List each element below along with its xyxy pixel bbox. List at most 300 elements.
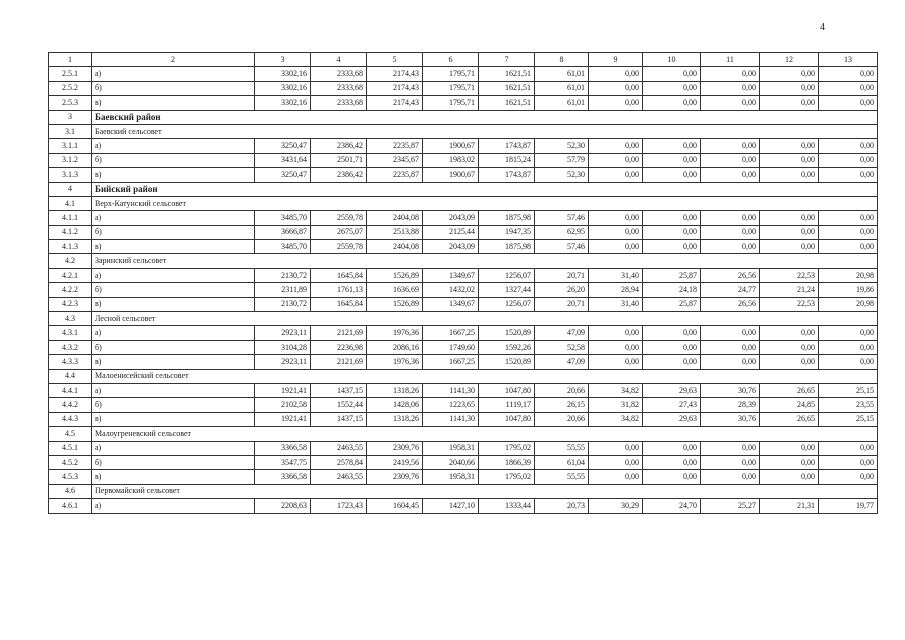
value-cell: 1047,80 xyxy=(479,412,535,426)
value-cell: 0,00 xyxy=(643,225,701,239)
value-cell: 0,00 xyxy=(819,225,878,239)
value-cell: 1349,67 xyxy=(423,297,479,311)
value-cell: 0,00 xyxy=(701,470,760,484)
value-cell: 23,55 xyxy=(819,398,878,412)
value-cell: 1875,98 xyxy=(479,240,535,254)
value-cell: 1875,98 xyxy=(479,211,535,225)
value-cell: 1119,17 xyxy=(479,398,535,412)
value-cell: 29,63 xyxy=(643,412,701,426)
value-cell: 2333,68 xyxy=(311,67,367,81)
value-cell: 28,39 xyxy=(701,398,760,412)
value-cell: 0,00 xyxy=(701,455,760,469)
value-cell: 47,09 xyxy=(535,355,589,369)
value-cell: 0,00 xyxy=(643,139,701,153)
value-cell: 1141,30 xyxy=(423,383,479,397)
value-cell: 1636,69 xyxy=(367,283,423,297)
value-cell: 25,15 xyxy=(819,412,878,426)
value-cell: 26,20 xyxy=(535,283,589,297)
row-variant: в) xyxy=(92,412,255,426)
value-cell: 1333,44 xyxy=(479,499,535,513)
value-cell: 2923,11 xyxy=(255,326,311,340)
table-row xyxy=(49,225,878,239)
value-cell: 0,00 xyxy=(701,168,760,182)
value-cell: 2404,08 xyxy=(367,240,423,254)
row-code: 2.5.3 xyxy=(49,96,92,110)
value-cell: 1432,02 xyxy=(423,283,479,297)
value-cell: 0,00 xyxy=(819,67,878,81)
row-variant: а) xyxy=(92,383,255,397)
value-cell: 3366,58 xyxy=(255,470,311,484)
value-cell: 1621,51 xyxy=(479,81,535,95)
value-cell: 0,00 xyxy=(643,326,701,340)
value-cell: 20,73 xyxy=(535,499,589,513)
row-variant: в) xyxy=(92,297,255,311)
table-body xyxy=(49,53,878,514)
value-cell: 0,00 xyxy=(589,240,643,254)
value-cell: 2463,55 xyxy=(311,441,367,455)
value-cell: 31,40 xyxy=(589,268,643,282)
value-cell: 26,65 xyxy=(760,412,819,426)
column-header: 7 xyxy=(479,53,535,67)
table-header-row xyxy=(49,53,878,67)
row-code: 3.1.3 xyxy=(49,168,92,182)
section-code: 4.6 xyxy=(49,484,92,498)
table-row xyxy=(49,211,878,225)
district-title: Бийский район xyxy=(92,182,878,196)
column-header: 11 xyxy=(701,53,760,67)
column-header: 8 xyxy=(535,53,589,67)
value-cell: 1256,07 xyxy=(479,297,535,311)
value-cell: 0,00 xyxy=(760,211,819,225)
value-cell: 0,00 xyxy=(589,81,643,95)
row-variant: б) xyxy=(92,340,255,354)
value-cell: 1256,07 xyxy=(479,268,535,282)
value-cell: 0,00 xyxy=(819,168,878,182)
value-cell: 0,00 xyxy=(643,81,701,95)
value-cell: 0,00 xyxy=(760,340,819,354)
section-row xyxy=(49,182,878,196)
row-code: 2.5.1 xyxy=(49,67,92,81)
column-header: 13 xyxy=(819,53,878,67)
value-cell: 1976,36 xyxy=(367,355,423,369)
value-cell: 0,00 xyxy=(760,96,819,110)
value-cell: 0,00 xyxy=(701,441,760,455)
value-cell: 0,00 xyxy=(701,153,760,167)
council-title: Лесной сельсовет xyxy=(92,312,878,326)
value-cell: 1795,02 xyxy=(479,441,535,455)
value-cell: 20,98 xyxy=(819,268,878,282)
row-code: 4.5.2 xyxy=(49,455,92,469)
row-variant: а) xyxy=(92,268,255,282)
row-variant: в) xyxy=(92,470,255,484)
value-cell: 2235,87 xyxy=(367,168,423,182)
value-cell: 52,30 xyxy=(535,168,589,182)
table-row xyxy=(49,441,878,455)
row-variant: в) xyxy=(92,355,255,369)
value-cell: 1428,06 xyxy=(367,398,423,412)
value-cell: 3302,16 xyxy=(255,67,311,81)
value-cell: 1327,44 xyxy=(479,283,535,297)
row-variant: б) xyxy=(92,398,255,412)
value-cell: 61,01 xyxy=(535,96,589,110)
value-cell: 0,00 xyxy=(589,326,643,340)
tariff-table xyxy=(48,52,878,514)
row-code: 4.1.2 xyxy=(49,225,92,239)
value-cell: 1645,84 xyxy=(311,268,367,282)
value-cell: 0,00 xyxy=(701,139,760,153)
value-cell: 3666,87 xyxy=(255,225,311,239)
value-cell: 0,00 xyxy=(643,470,701,484)
value-cell: 30,76 xyxy=(701,412,760,426)
value-cell: 2309,76 xyxy=(367,470,423,484)
value-cell: 0,00 xyxy=(760,67,819,81)
value-cell: 2130,72 xyxy=(255,297,311,311)
value-cell: 1318,26 xyxy=(367,412,423,426)
value-cell: 1318,26 xyxy=(367,383,423,397)
row-code: 4.4.3 xyxy=(49,412,92,426)
table-row xyxy=(49,153,878,167)
table-row xyxy=(49,81,878,95)
row-code: 3.1.1 xyxy=(49,139,92,153)
table-row xyxy=(49,412,878,426)
value-cell: 0,00 xyxy=(760,240,819,254)
value-cell: 1621,51 xyxy=(479,67,535,81)
value-cell: 61,01 xyxy=(535,67,589,81)
value-cell: 34,82 xyxy=(589,383,643,397)
value-cell: 57,46 xyxy=(535,240,589,254)
value-cell: 1645,84 xyxy=(311,297,367,311)
value-cell: 24,70 xyxy=(643,499,701,513)
table-row xyxy=(49,96,878,110)
row-code: 4.1.1 xyxy=(49,211,92,225)
value-cell: 3431,64 xyxy=(255,153,311,167)
value-cell: 0,00 xyxy=(643,153,701,167)
table-row xyxy=(49,283,878,297)
row-code: 4.2.2 xyxy=(49,283,92,297)
value-cell: 3547,75 xyxy=(255,455,311,469)
value-cell: 2333,68 xyxy=(311,81,367,95)
value-cell: 1520,89 xyxy=(479,326,535,340)
value-cell: 0,00 xyxy=(760,470,819,484)
value-cell: 3250,47 xyxy=(255,139,311,153)
table-row xyxy=(49,67,878,81)
value-cell: 2043,09 xyxy=(423,240,479,254)
value-cell: 1526,89 xyxy=(367,268,423,282)
row-code: 3.1.2 xyxy=(49,153,92,167)
value-cell: 2386,42 xyxy=(311,168,367,182)
value-cell: 0,00 xyxy=(701,211,760,225)
value-cell: 1947,35 xyxy=(479,225,535,239)
value-cell: 0,00 xyxy=(643,340,701,354)
section-row xyxy=(49,484,878,498)
value-cell: 20,66 xyxy=(535,412,589,426)
row-code: 4.3.1 xyxy=(49,326,92,340)
value-cell: 20,71 xyxy=(535,268,589,282)
value-cell: 0,00 xyxy=(760,81,819,95)
column-header: 10 xyxy=(643,53,701,67)
row-code: 4.2.3 xyxy=(49,297,92,311)
value-cell: 31,82 xyxy=(589,398,643,412)
value-cell: 0,00 xyxy=(760,153,819,167)
row-variant: б) xyxy=(92,225,255,239)
value-cell: 61,04 xyxy=(535,455,589,469)
value-cell: 1921,41 xyxy=(255,383,311,397)
value-cell: 2559,78 xyxy=(311,211,367,225)
value-cell: 2043,09 xyxy=(423,211,479,225)
value-cell: 3366,58 xyxy=(255,441,311,455)
value-cell: 24,85 xyxy=(760,398,819,412)
value-cell: 1667,25 xyxy=(423,326,479,340)
value-cell: 0,00 xyxy=(589,340,643,354)
value-cell: 2501,71 xyxy=(311,153,367,167)
value-cell: 25,15 xyxy=(819,383,878,397)
value-cell: 26,56 xyxy=(701,297,760,311)
value-cell: 0,00 xyxy=(819,326,878,340)
section-row xyxy=(49,254,878,268)
section-row xyxy=(49,196,878,210)
value-cell: 0,00 xyxy=(701,81,760,95)
value-cell: 0,00 xyxy=(760,225,819,239)
value-cell: 3485,70 xyxy=(255,211,311,225)
value-cell: 0,00 xyxy=(701,340,760,354)
value-cell: 0,00 xyxy=(589,96,643,110)
value-cell: 1958,31 xyxy=(423,470,479,484)
value-cell: 2311,89 xyxy=(255,283,311,297)
column-header: 6 xyxy=(423,53,479,67)
value-cell: 1349,67 xyxy=(423,268,479,282)
table-row xyxy=(49,240,878,254)
value-cell: 1900,67 xyxy=(423,139,479,153)
section-code: 4.4 xyxy=(49,369,92,383)
value-cell: 0,00 xyxy=(643,355,701,369)
value-cell: 1141,30 xyxy=(423,412,479,426)
value-cell: 2333,68 xyxy=(311,96,367,110)
council-title: Верх-Катунский сельсовет xyxy=(92,196,878,210)
row-code: 4.2.1 xyxy=(49,268,92,282)
value-cell: 2675,07 xyxy=(311,225,367,239)
value-cell: 1795,71 xyxy=(423,96,479,110)
value-cell: 24,18 xyxy=(643,283,701,297)
row-variant: б) xyxy=(92,283,255,297)
value-cell: 0,00 xyxy=(819,81,878,95)
section-code: 4 xyxy=(49,182,92,196)
value-cell: 2130,72 xyxy=(255,268,311,282)
value-cell: 1552,44 xyxy=(311,398,367,412)
value-cell: 25,87 xyxy=(643,297,701,311)
value-cell: 0,00 xyxy=(819,153,878,167)
value-cell: 20,66 xyxy=(535,383,589,397)
row-code: 4.4.1 xyxy=(49,383,92,397)
value-cell: 0,00 xyxy=(760,441,819,455)
value-cell: 1723,43 xyxy=(311,499,367,513)
value-cell: 52,58 xyxy=(535,340,589,354)
value-cell: 1604,45 xyxy=(367,499,423,513)
value-cell: 0,00 xyxy=(760,326,819,340)
value-cell: 0,00 xyxy=(589,139,643,153)
value-cell: 0,00 xyxy=(760,139,819,153)
value-cell: 2419,56 xyxy=(367,455,423,469)
row-variant: в) xyxy=(92,168,255,182)
value-cell: 0,00 xyxy=(701,96,760,110)
value-cell: 3302,16 xyxy=(255,81,311,95)
value-cell: 29,63 xyxy=(643,383,701,397)
row-code: 4.6.1 xyxy=(49,499,92,513)
value-cell: 0,00 xyxy=(589,441,643,455)
value-cell: 61,01 xyxy=(535,81,589,95)
value-cell: 0,00 xyxy=(819,441,878,455)
council-title: Первомайский сельсовет xyxy=(92,484,878,498)
row-code: 4.3.2 xyxy=(49,340,92,354)
table-row xyxy=(49,499,878,513)
value-cell: 0,00 xyxy=(589,225,643,239)
value-cell: 3485,70 xyxy=(255,240,311,254)
column-header: 3 xyxy=(255,53,311,67)
value-cell: 1795,71 xyxy=(423,67,479,81)
value-cell: 2121,69 xyxy=(311,355,367,369)
row-variant: а) xyxy=(92,326,255,340)
value-cell: 2559,78 xyxy=(311,240,367,254)
section-code: 4.1 xyxy=(49,196,92,210)
value-cell: 0,00 xyxy=(643,211,701,225)
value-cell: 26,15 xyxy=(535,398,589,412)
value-cell: 1749,60 xyxy=(423,340,479,354)
value-cell: 0,00 xyxy=(589,153,643,167)
section-code: 3 xyxy=(49,110,92,124)
value-cell: 1520,89 xyxy=(479,355,535,369)
column-header: 1 xyxy=(49,53,92,67)
value-cell: 26,56 xyxy=(701,268,760,282)
column-header: 4 xyxy=(311,53,367,67)
section-row xyxy=(49,110,878,124)
value-cell: 22,53 xyxy=(760,297,819,311)
value-cell: 1815,24 xyxy=(479,153,535,167)
value-cell: 0,00 xyxy=(589,211,643,225)
value-cell: 0,00 xyxy=(701,67,760,81)
value-cell: 1437,15 xyxy=(311,383,367,397)
section-code: 3.1 xyxy=(49,124,92,138)
value-cell: 2208,63 xyxy=(255,499,311,513)
value-cell: 1427,10 xyxy=(423,499,479,513)
value-cell: 25,27 xyxy=(701,499,760,513)
value-cell: 1761,13 xyxy=(311,283,367,297)
value-cell: 21,31 xyxy=(760,499,819,513)
table-row xyxy=(49,355,878,369)
row-code: 4.5.1 xyxy=(49,441,92,455)
value-cell: 1921,41 xyxy=(255,412,311,426)
page-number: 4 xyxy=(820,22,825,33)
value-cell: 0,00 xyxy=(701,225,760,239)
table-row xyxy=(49,139,878,153)
value-cell: 1621,51 xyxy=(479,96,535,110)
district-title: Баевский район xyxy=(92,110,878,124)
value-cell: 0,00 xyxy=(819,470,878,484)
value-cell: 0,00 xyxy=(819,355,878,369)
value-cell: 3250,47 xyxy=(255,168,311,182)
row-variant: а) xyxy=(92,211,255,225)
row-variant: а) xyxy=(92,67,255,81)
row-variant: в) xyxy=(92,240,255,254)
value-cell: 47,09 xyxy=(535,326,589,340)
row-variant: в) xyxy=(92,96,255,110)
value-cell: 0,00 xyxy=(819,139,878,153)
value-cell: 1667,25 xyxy=(423,355,479,369)
row-code: 4.1.3 xyxy=(49,240,92,254)
row-code: 4.5.3 xyxy=(49,470,92,484)
value-cell: 0,00 xyxy=(760,168,819,182)
value-cell: 0,00 xyxy=(589,455,643,469)
value-cell: 2404,08 xyxy=(367,211,423,225)
table-row xyxy=(49,455,878,469)
value-cell: 0,00 xyxy=(701,240,760,254)
value-cell: 1526,89 xyxy=(367,297,423,311)
value-cell: 20,98 xyxy=(819,297,878,311)
value-cell: 1743,87 xyxy=(479,168,535,182)
value-cell: 1795,02 xyxy=(479,470,535,484)
value-cell: 0,00 xyxy=(701,326,760,340)
table-row xyxy=(49,268,878,282)
section-row xyxy=(49,312,878,326)
value-cell: 22,53 xyxy=(760,268,819,282)
value-cell: 0,00 xyxy=(643,240,701,254)
value-cell: 19,77 xyxy=(819,499,878,513)
council-title: Заринский сельсовет xyxy=(92,254,878,268)
value-cell: 2235,87 xyxy=(367,139,423,153)
value-cell: 2121,69 xyxy=(311,326,367,340)
section-row xyxy=(49,427,878,441)
value-cell: 2309,76 xyxy=(367,441,423,455)
value-cell: 2086,16 xyxy=(367,340,423,354)
value-cell: 25,87 xyxy=(643,268,701,282)
value-cell: 2236,98 xyxy=(311,340,367,354)
row-variant: б) xyxy=(92,455,255,469)
value-cell: 1976,36 xyxy=(367,326,423,340)
row-variant: б) xyxy=(92,153,255,167)
value-cell: 1983,02 xyxy=(423,153,479,167)
value-cell: 1047,80 xyxy=(479,383,535,397)
section-row xyxy=(49,124,878,138)
table-row xyxy=(49,470,878,484)
value-cell: 0,00 xyxy=(589,355,643,369)
value-cell: 27,43 xyxy=(643,398,701,412)
value-cell: 24,77 xyxy=(701,283,760,297)
value-cell: 2463,55 xyxy=(311,470,367,484)
row-variant: а) xyxy=(92,139,255,153)
value-cell: 3302,16 xyxy=(255,96,311,110)
value-cell: 1592,26 xyxy=(479,340,535,354)
council-title: Баевский сельсовет xyxy=(92,124,878,138)
value-cell: 1866,39 xyxy=(479,455,535,469)
column-header: 9 xyxy=(589,53,643,67)
value-cell: 26,65 xyxy=(760,383,819,397)
value-cell: 2174,43 xyxy=(367,96,423,110)
table-row xyxy=(49,297,878,311)
value-cell: 0,00 xyxy=(589,168,643,182)
value-cell: 30,29 xyxy=(589,499,643,513)
value-cell: 2040,66 xyxy=(423,455,479,469)
value-cell: 30,76 xyxy=(701,383,760,397)
value-cell: 3104,28 xyxy=(255,340,311,354)
section-code: 4.5 xyxy=(49,427,92,441)
value-cell: 2578,84 xyxy=(311,455,367,469)
value-cell: 2102,58 xyxy=(255,398,311,412)
column-header: 12 xyxy=(760,53,819,67)
row-variant: а) xyxy=(92,499,255,513)
value-cell: 0,00 xyxy=(643,67,701,81)
value-cell: 2125,44 xyxy=(423,225,479,239)
value-cell: 19,86 xyxy=(819,283,878,297)
column-header: 2 xyxy=(92,53,255,67)
value-cell: 55,55 xyxy=(535,441,589,455)
